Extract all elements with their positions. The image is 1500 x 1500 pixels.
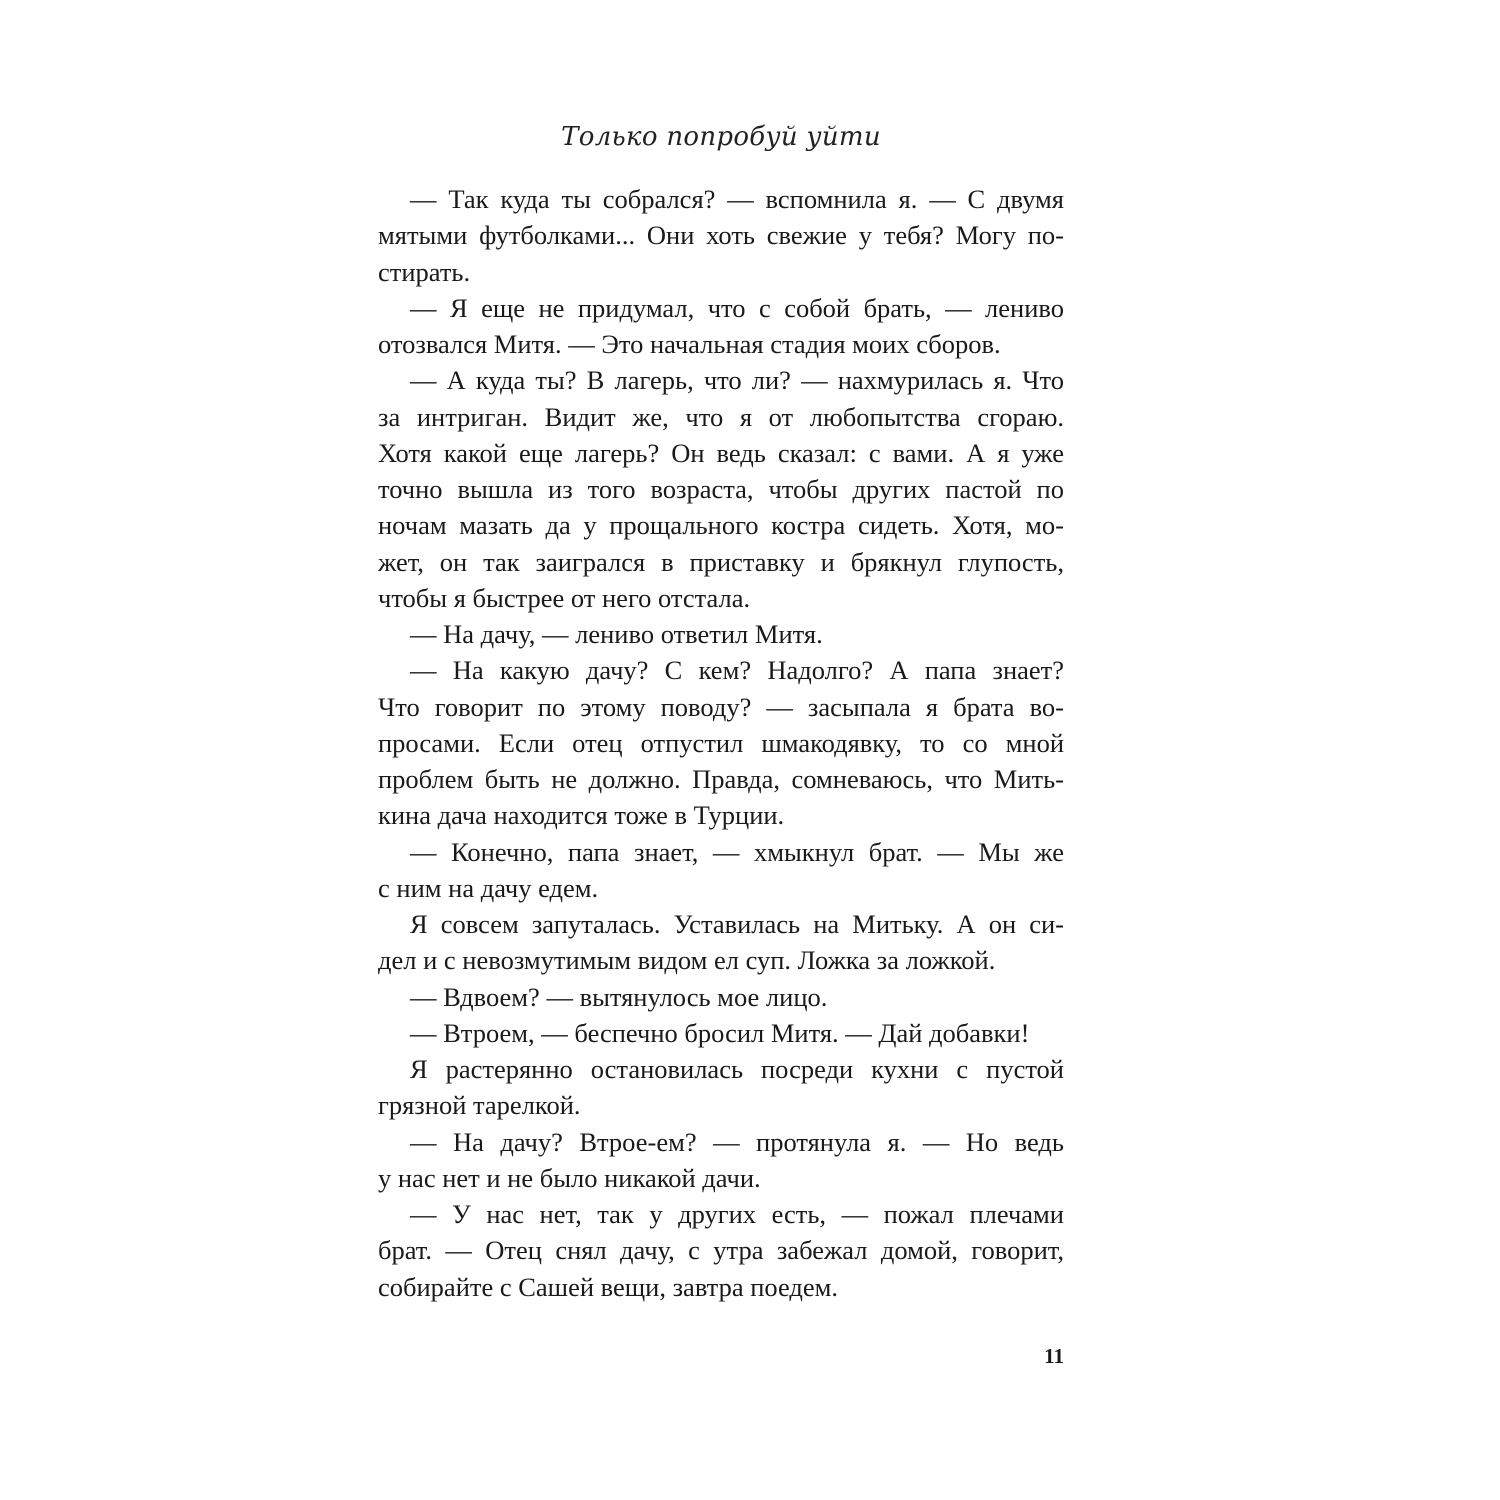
- text-line: брат. — Отец снял дачу, с утра забежал домой, говорит,: [378, 1235, 1064, 1266]
- body-text: [378, 181, 1064, 1305]
- text-line: чтобы я быстрее от него отстала.: [378, 582, 751, 613]
- text-line: — Вдвоем? — вытянулось мое лицо.: [410, 981, 828, 1012]
- text-line: точно вышла из того возраста, чтобы других пастой по: [378, 474, 1064, 504]
- text-line: грязной тарелкой.: [378, 1090, 581, 1121]
- text-line: мятыми футболками... Они хоть свежие у тебя? Могу по-: [378, 220, 1064, 251]
- text-line: — А куда ты? В лагерь, что ли? — нахмурилась я. Что: [410, 365, 1064, 396]
- text-line: дел и с невозмутимым видом ел суп. Ложка за ложкой.: [378, 945, 996, 976]
- text-line: — Конечно, папа знает, — хмыкнул брат. — Мы же: [410, 836, 1064, 867]
- text-line: с ним на дачу едем.: [378, 872, 599, 903]
- text-line: за интриган. Видит же, что я от любопытства сгораю.: [378, 401, 1064, 432]
- text-line: отозвался Митя. — Это начальная стадия моих сборов.: [378, 329, 1001, 359]
- page-number: 11: [1044, 1344, 1064, 1368]
- text-line: кина дача находится тоже в Турции.: [378, 800, 785, 831]
- text-line: Я совсем запуталась. Уставилась на Митьку. А он си-: [410, 909, 1064, 939]
- text-line: у нас нет и не было никакой дачи.: [378, 1162, 761, 1193]
- text-line: Хотя какой еще лагерь? Он ведь сказал: с вами. А я уже: [378, 437, 1064, 468]
- text-line: — На какую дачу? С кем? Надолго? А папа знает?: [410, 655, 1064, 686]
- text-line: ночам мазать да у прощального костра сидеть. Хотя, мо-: [378, 510, 1064, 541]
- text-line: — Я еще не придумал, что с собой брать, — лениво: [410, 292, 1064, 323]
- text-line: — Так куда ты собрался? — вспомнила я. — С двумя: [410, 184, 1064, 214]
- text-line: — На дачу, — лениво ответил Митя.: [410, 619, 823, 649]
- text-line: собирайте с Сашей вещи, завтра поедем.: [378, 1271, 839, 1302]
- text-line: — На дачу? Втрое-ем? — протянула я. — Но ведь: [410, 1126, 1064, 1157]
- text-line: Я растерянно остановилась посреди кухни с пустой: [410, 1054, 1064, 1084]
- text-line: — У нас нет, так у других есть, — пожал плечами: [410, 1199, 1064, 1229]
- running-head: Только попробуй уйти: [561, 122, 881, 152]
- text-line: Что говорит по этому поводу? — засыпала я брата во-: [378, 691, 1064, 722]
- text-line: — Втроем, — беспечно бросил Митя. — Дай добавки!: [410, 1017, 1030, 1048]
- text-line: стирать.: [378, 256, 471, 287]
- text-line: жет, он так заигрался в приставку и брякнул глупость,: [378, 546, 1064, 577]
- text-line: проблем быть не должно. Правда, сомневаюсь, что Мить-: [378, 764, 1064, 794]
- text-line: просами. Если отец отпустил шмакодявку, то со мной: [378, 727, 1064, 758]
